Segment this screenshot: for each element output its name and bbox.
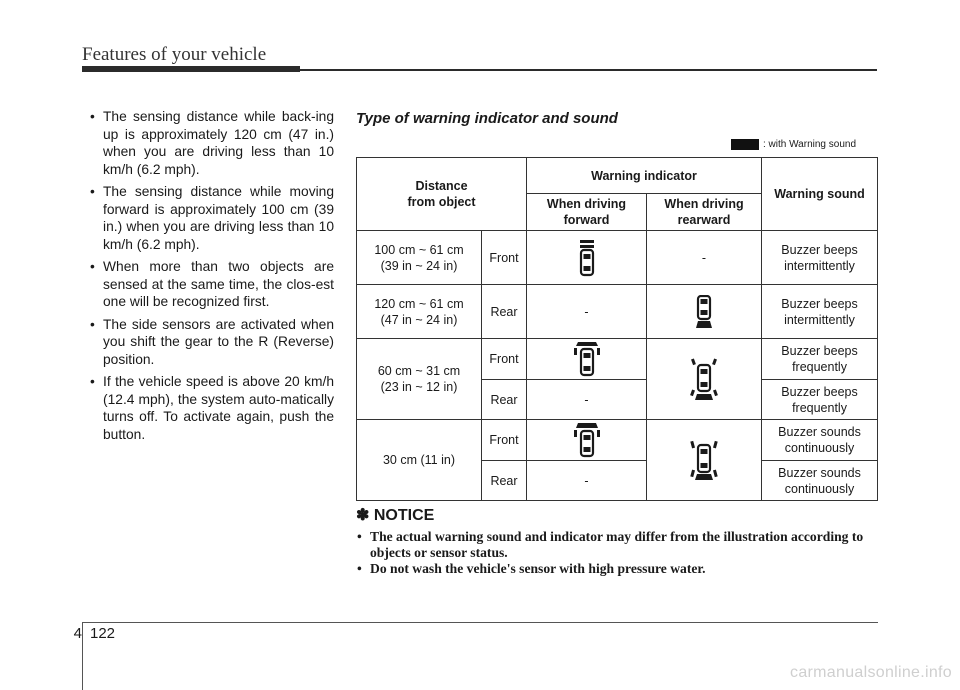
sound-cell: Buzzer beeps intermittently bbox=[762, 285, 878, 339]
position-cell: Front bbox=[482, 420, 527, 461]
distance-cell: 120 cm ~ 61 cm (47 in ~ 24 in) bbox=[357, 285, 482, 339]
sound-cell: Buzzer sounds continuously bbox=[762, 461, 878, 501]
rearward-indicator-cell: - bbox=[647, 231, 762, 285]
footer-rule bbox=[82, 622, 878, 623]
position-cell: Rear bbox=[482, 380, 527, 420]
notice-item: • The actual warning sound and indicator may differ from the illustration according to objects or sensor status. bbox=[356, 529, 878, 561]
page-header-title: Features of your vehicle bbox=[82, 44, 267, 65]
sound-cell: Buzzer sounds continuously bbox=[762, 420, 878, 461]
car-rear-warning-icon bbox=[694, 295, 714, 329]
page-number-value: 122 bbox=[90, 625, 116, 642]
car-front-warning-icon bbox=[577, 239, 597, 277]
distance-cell: 60 cm ~ 31 cm (23 in ~ 12 in) bbox=[357, 339, 482, 420]
header-forward: When driving forward bbox=[527, 194, 647, 231]
sound-cell: Buzzer beeps frequently bbox=[762, 339, 878, 380]
car-all-close-warning-icon bbox=[690, 439, 718, 481]
chapter-number: 4 bbox=[73, 625, 82, 642]
bullet-item: • The sensing distance while moving forward is approximately 100 cm (39 in.) when you are driving less than 10 km/h (6.2 mph). bbox=[82, 183, 334, 253]
header-rule-thick bbox=[82, 66, 300, 72]
section-title: Type of warning indicator and sound bbox=[356, 110, 618, 127]
warning-table bbox=[356, 157, 878, 501]
forward-indicator-cell bbox=[527, 339, 647, 380]
distance-cell: 30 cm (11 in) bbox=[357, 420, 482, 501]
notice-title: ✽ NOTICE bbox=[356, 507, 435, 524]
header-distance: Distance from object bbox=[357, 158, 527, 231]
watermark-text: carmanualsonline.info bbox=[790, 664, 952, 681]
car-all-side-warning-icon bbox=[690, 357, 718, 401]
forward-indicator-cell: - bbox=[527, 285, 647, 339]
forward-indicator-cell bbox=[527, 231, 647, 285]
legend bbox=[731, 139, 856, 150]
header-indicator: Warning indicator bbox=[527, 158, 762, 194]
header-rule-thin bbox=[300, 69, 877, 71]
forward-indicator-cell bbox=[527, 420, 647, 461]
header-sound: Warning sound bbox=[762, 158, 878, 231]
forward-indicator-cell: - bbox=[527, 380, 647, 420]
sensing-bullets bbox=[82, 108, 334, 448]
page-number bbox=[70, 625, 115, 642]
legend-swatch bbox=[731, 139, 759, 150]
bullet-item: • The side sensors are activated when you shift the gear to the R (Reverse) position. bbox=[82, 316, 334, 369]
car-front-side-warning-icon bbox=[573, 341, 601, 377]
sound-cell: Buzzer beeps intermittently bbox=[762, 231, 878, 285]
position-cell: Rear bbox=[482, 285, 527, 339]
sound-cell: Buzzer beeps frequently bbox=[762, 380, 878, 420]
bullet-item: • If the vehicle speed is above 20 km/h (12.4 mph), the system auto-matically turns off. To activate again, push the button. bbox=[82, 373, 334, 443]
position-cell: Rear bbox=[482, 461, 527, 501]
rearward-indicator-cell bbox=[647, 420, 762, 501]
notice-item: • Do not wash the vehicle's sensor with high pressure water. bbox=[356, 561, 878, 577]
car-front-close-warning-icon bbox=[573, 422, 601, 458]
forward-indicator-cell: - bbox=[527, 461, 647, 501]
bullet-item: • When more than two objects are sensed at the same time, the clos-est one will be recognized first. bbox=[82, 258, 334, 311]
header-rearward: When driving rearward bbox=[647, 194, 762, 231]
distance-cell: 100 cm ~ 61 cm (39 in ~ 24 in) bbox=[357, 231, 482, 285]
bullet-item: • The sensing distance while back-ing up is approximately 120 cm (47 in.) when you are driving less than 10 km/h (6.2 mph). bbox=[82, 108, 334, 178]
notice-list bbox=[356, 529, 878, 577]
legend-label: : with Warning sound bbox=[763, 139, 857, 150]
position-cell: Front bbox=[482, 339, 527, 380]
position-cell: Front bbox=[482, 231, 527, 285]
rearward-indicator-cell bbox=[647, 339, 762, 420]
rearward-indicator-cell bbox=[647, 285, 762, 339]
